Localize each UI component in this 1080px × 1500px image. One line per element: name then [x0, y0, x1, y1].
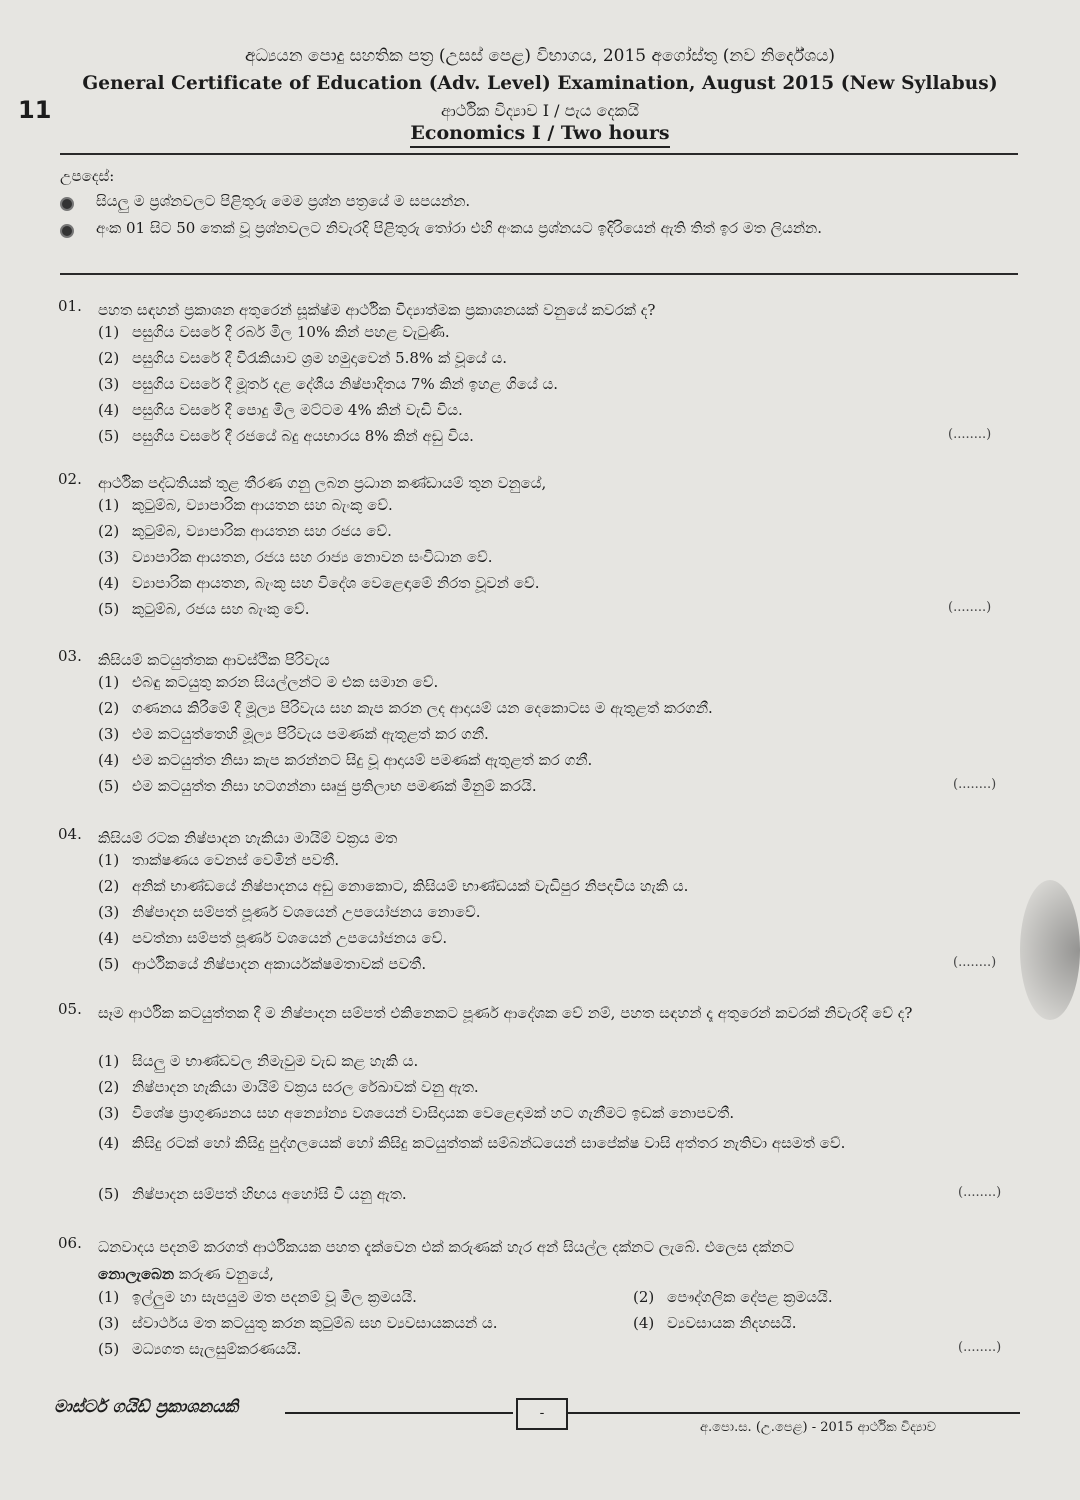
question-number: 05.	[58, 1000, 82, 1018]
option: (3) ව්‍යාපාරික ආයතන, රජය සහ රාජ්‍ය නොවන සංවිධාන වේ.	[98, 548, 493, 566]
question-number: 06.	[58, 1234, 82, 1252]
question-text: ධනවාදය පදනම් කරගත් ආර්ථිකයක පහත දැක්වෙන එක් කරුණක් හැර අන් සියල්ල දක්නට ලැබේ. එලෙස දක්නට නොලැබෙන කරුණ වනුයේ,	[98, 1238, 795, 1283]
option: (1) පසුගිය වසරේ දී රබර් මිල 10% කින් පහළ වැටුණි.	[98, 323, 450, 341]
option: (1) සියලු ම භාණ්ඩවල නිමැවුම වැඩ කළ හැකි ය.	[98, 1052, 419, 1070]
option: (3) විශේෂ ප්‍රාගුණ්‍යනය සහ අන්‍යෝන්‍ය වශයෙන් වාසිදායක වෙළෙඳාමක් හට ගැනීමට ඉඩක් නොපවතී.	[98, 1104, 735, 1122]
option: (2) පෞද්ගලික දේපළ ක්‍රමයයි.	[633, 1288, 833, 1306]
header-divider	[60, 153, 1018, 155]
answer-blank[interactable]: (........)	[953, 777, 997, 792]
option: (2) පසුගිය වසරේ දී විරැකියාව ශ්‍රම හමුදාවෙන් 5.8% ක් වූයේ ය.	[98, 349, 508, 367]
option: (2) ගණනය කිරීමේ දී මූල්‍ය පිරිවැය සහ කැප කරන ලද ආදායම් යන දෙකොටස ම ඇතුළත් කරගනී.	[98, 699, 713, 717]
question-number: 03.	[58, 647, 82, 665]
english-subject-line: Economics I / Two hours	[0, 122, 1080, 144]
footer-rule-left	[285, 1412, 513, 1414]
emphasis-word: නොලැබෙන	[98, 1265, 175, 1283]
option: (5) කුටුම්බ, රජය සහ බැංකු වේ.	[98, 600, 310, 618]
option: (1) ඉල්ලුම හා සැපයුම මත පදනම් වූ මිල ක්‍රමයයි.	[98, 1288, 417, 1306]
option: (2) අනික් භාණ්ඩයේ නිෂ්පාදනය අඩු නොකොට, කිසියම් භාණ්ඩයක් වැඩිපුර නිපදවිය හැකි ය.	[98, 877, 689, 895]
instruction-item: සියලු ම ප්‍රශ්නවලට පිළිතුරු මෙම ප්‍රශ්න පත්‍රයේ ම සපයන්න.	[96, 192, 471, 210]
question-text: කිසියම් කටයුත්තක ආවස්ථික පිරිවැය	[98, 651, 330, 669]
option: (4) කිසිදු රටක් හෝ කිසිදු පුද්ගලයෙක් හෝ කිසිදු කටයුත්තක් සම්බන්ධයෙන් සාපේක්ෂ වාසි අත්තර නැතිවා අසමත් වේ.	[98, 1134, 846, 1152]
option: (5) නිෂ්පාදන සම්පත් හිඟය අහෝසි වී යනු ඇත.	[98, 1185, 407, 1203]
answer-blank[interactable]: (........)	[948, 600, 992, 615]
option: (1) තාක්ෂණය වෙනස් වෙමින් පවතී.	[98, 851, 340, 869]
question-number: 04.	[58, 825, 82, 843]
page-number: 11	[18, 96, 52, 124]
option: (1) කුටුම්බ, ව්‍යාපාරික ආයතන සහ බැංකු වේ.	[98, 496, 393, 514]
answer-blank[interactable]: (........)	[958, 1185, 1002, 1200]
question-text: ආර්ථික පද්ධතියක් තුළ තීරණ ගනු ලබන ප්‍රධාන කණ්ඩායම් තුන වනුයේ,	[98, 474, 547, 492]
sinhala-subject-line: ආර්ථික විද්‍යාව I / පැය දෙකයි	[440, 101, 639, 120]
option: (5) එම කටයුත්ත නිසා හටගන්නා සෘජු ප්‍රතිලාභ පමණක් මිනුම් කරයි.	[98, 777, 537, 795]
option: (1) එබඳු කටයුතු කරන සියල්ලන්ට ම එක සමාන වේ.	[98, 673, 439, 691]
option: (2) නිෂ්පාදන හැකියා මායිම් වක්‍රය සරල රේඛාවක් වනු ඇත.	[98, 1078, 479, 1096]
option: (4) පවත්නා සම්පත් පූර්ණ වශයෙන් උපයෝජනය වේ.	[98, 929, 448, 947]
question-text: පහත සඳහන් ප්‍රකාශන අතුරෙන් සූක්ෂ්ම ආර්ථික විද්‍යාත්මක ප්‍රකාශනයක් වනුයේ කවරක් ද?	[98, 301, 656, 319]
answer-blank[interactable]: (........)	[953, 955, 997, 970]
page-shadow	[1020, 880, 1080, 1020]
answer-blank[interactable]: (........)	[958, 1340, 1002, 1355]
answer-blank[interactable]: (........)	[948, 427, 992, 442]
footer-rule-right	[568, 1412, 1020, 1414]
option: (3) එම කටයුත්තෙහි මූල්‍ය පිරිවැය පමණක් ඇතුළත් කර ගනී.	[98, 725, 489, 743]
option: (3) පසුගිය වසරේ දී මූර්ත දළ දේශීය නිෂ්පාදිතය 7% කින් ඉහළ ගියේ ය.	[98, 375, 559, 393]
sinhala-exam-title: අධ්‍යයන පොදු සහතික පත්‍ර (උසස් පෙළ) විභාගය, 2015 අගෝස්තු (නව නිර්දේශය)	[244, 46, 835, 66]
option: (4) ව්‍යවසායක නිදහසයි.	[633, 1314, 797, 1332]
question-text: සෑම ආර්ථික කටයුත්තක දී ම නිෂ්පාදන සම්පත් එකිනෙකට පූර්ණ ආදේශක වේ නම්, පහත සඳහන් දෑ අතුරෙන් කවරක් නිවැරදි වේ ද?	[98, 1004, 913, 1022]
instructions-title: උපදෙස්:	[60, 167, 115, 185]
instructions-divider	[60, 273, 1018, 275]
option: (3) ස්වාර්ථය මත කටයුතු කරන කුටුම්බ සහ ව්‍යවසායකයන් ය.	[98, 1314, 498, 1332]
publisher-name: මාස්ටර් ගයිඩ් ප්‍රකාශනයකි	[54, 1397, 239, 1417]
option: (2) කුටුම්බ, ව්‍යාපාරික ආයතන සහ රජය වේ.	[98, 522, 392, 540]
option: (5) මධ්‍යගත සැලසුම්කරණයයි.	[98, 1340, 302, 1358]
option: (5) ආර්ථිකයේ නිෂ්පාදන අකාර්යක්ෂමතාවක් පවතී.	[98, 955, 427, 973]
option: (4) ව්‍යාපාරික ආයතන, බැංකු සහ විදේශ වෙළෙඳාමේ නිරත වූවන් වේ.	[98, 574, 540, 592]
instruction-item: අංක 01 සිට 50 තෙක් වූ ප්‍රශ්නවලට නිවැරදි පිළිතුරු තෝරා එහි අංකය ප්‍රශ්නයට ඉදිරියෙන් ඇති තිත් ඉර මත ලියන්න.	[96, 219, 822, 237]
option: (3) නිෂ්පාදන සම්පත් පූර්ණ වශයෙන් උපයෝජනය නොවේ.	[98, 903, 481, 921]
footer-exam-label: අ.පො.ස. (උ.පෙළ) - 2015 ආර්ථික විද්‍යාව	[700, 1420, 936, 1435]
bullet-icon	[60, 224, 74, 238]
question-number: 02.	[58, 470, 82, 488]
question-text: කිසියම් රටක නිෂ්පාදන හැකියා මායිම් වක්‍රය මත	[98, 829, 398, 847]
bullet-icon	[60, 197, 74, 211]
page-number-box: -	[516, 1398, 568, 1430]
question-number: 01.	[58, 297, 82, 315]
option: (5) පසුගිය වසරේ දී රජයේ බදු අයභාරය 8% කින් අඩු විය.	[98, 427, 474, 445]
option: (4) පසුගිය වසරේ දී පොදු මිල මට්ටම 4% කින් වැඩි විය.	[98, 401, 463, 419]
english-exam-title: General Certificate of Education (Adv. Level) Examination, August 2015 (New Syllabus)	[82, 73, 998, 94]
option: (4) එම කටයුත්ත නිසා කැප කරන්නට සිදු වූ ආදායම් පමණක් ඇතුළත් කර ගනී.	[98, 751, 593, 769]
